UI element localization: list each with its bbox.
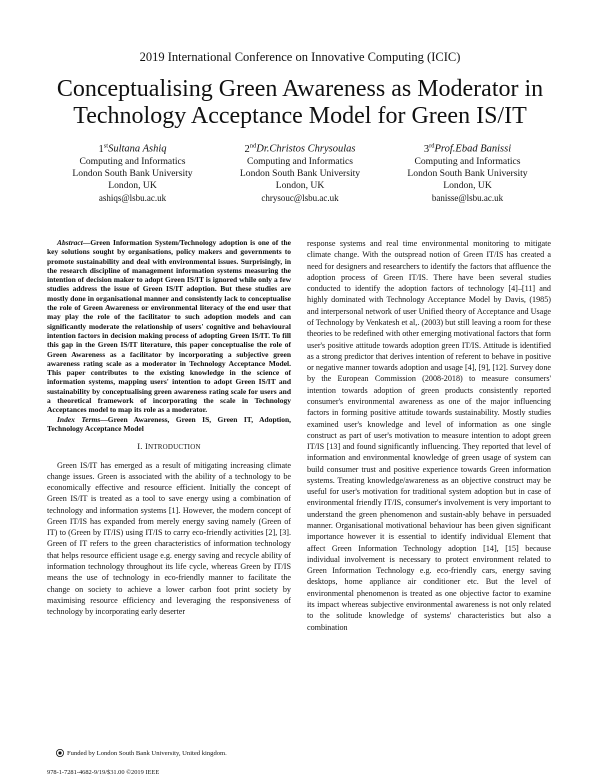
author-email: ashiqs@lsbu.ac.uk <box>98 193 167 204</box>
author-block <box>50 140 550 205</box>
author-city: London, UK <box>275 180 325 192</box>
author-name: 1stSultana Ashiq <box>98 142 167 155</box>
author-3 <box>385 140 550 205</box>
index-terms <box>47 415 291 434</box>
circle-icon <box>56 749 64 757</box>
author-city: London, UK <box>108 180 157 192</box>
author-univ: London South Bank University <box>239 167 361 179</box>
author-2 <box>218 140 383 205</box>
index-terms-label: Index Terms <box>57 414 101 424</box>
funding-footnote <box>56 749 227 757</box>
right-paragraph: response systems and real time environmental monitoring to mitigate climate change. With the outspread notion of Green IT/IS has created a need for designers and researchers to identify the factors that affluence the adoption process of Green IT/IS. There have been several studies conducted to identify the adoption factors of technology [4]–[11] and highly dominated with Technology Acceptance Model by Davis, (1985) and interpersonal network of user Unified theory of Acceptance and Usage of Technology by Venkatesh et al,. (2003) but still leaving a room for these theories to be redefined with other emerging motivational factors that form user's positive attitude towards adoption green IT/IS. Attitude is identified as a strong predictor that derives intention of referent to behave in positive or negative manner towards adoption and usage [4], [9], [12]. Survey done by the European Commission (2008-2018) to measure consumers' intention towards adoption of green products consistently reported consumer's environmental awareness as one of the major influencing factors in forming positive attitude towards sustainability. Mostly studies examined user's knowledge and level of information as one single construct as part of user's motivation to measure intention to adopt green IT/IS [13] and found significantly influencing. They reported that level of information and environmental knowledge of green usage of system can build consumer trust and positive experience towards Green information systems. Treating knowledge/awareness as an objective construct may be useful for user's motivation for traditional system adoption but in case of environmental friendly IT/IS, consumer's involvement is very important to understand the green phenomenon and sustain-ably behave in persuaded manner. Organisational motivational behaviour has been given significant importance however it is essential to identify individual Element that affect Green Information Technology adoption [14], [15] because individual involvement is necessary to protect environment related to Green Information Technology e.g. eco-friendly cars, energy saving desktops, home appliance air conditioner etc. But the level of environmental phenomenon is treated as one objective factor to examine its impact whereas subjective environmental awareness is not only related to the solitude knowledge of systems' characteristics but also a combination <box>307 239 551 632</box>
isbn-line: 978-1-7281-4682-9/19/$31.00 ©2019 IEEE <box>47 769 160 776</box>
author-dept: Computing and Informatics <box>79 155 186 167</box>
abstract-text: —Green Information System/Technology adoption is one of the key solutions sought by organisations, policy makers and governments to promote sustainability and deal with environmental issues. Surprisingly, in the research discipline of management information systems measuring the intention of decision maker to adopt Green IS/IT is ignored while only a few studies address the issue of Green IS/IT adoption. But these studies are mostly done in organisational manner and consistently lack to conceptualise the role of Green Awareness or environmental literacy of the end user that may play the role of the facilitator to such adoption models and can significantly moderate the relationship of users' cognitive and behavioural intention factors in decision making process of adopting Green IS/IT. To fill this gap in the Green IS/IT literature, this paper conceptualise the role of Green Awareness as a facilitator by incorporating a subjective green awareness rating scale as a moderator in Technology Acceptance Model. This paper contributes to the existing knowledge in the science of information systems, mapping users' intention to adopt Green IS/IT and sustainability by conceptualising green awareness rating scale for users and a theoretical framework of incorporating the scale in Technology Acceptances model to map its role as a moderator. <box>47 238 291 415</box>
author-1 <box>50 140 215 205</box>
abstract-label: Abstract <box>57 238 83 247</box>
author-name: 3rdProf.Ebad Banissi <box>423 142 512 155</box>
left-column <box>47 238 291 617</box>
paper-title: Conceptualising Green Awareness as Moderator in Technology Acceptance Model for Green IS/IT <box>56 76 544 129</box>
author-city: London, UK <box>443 180 492 192</box>
section-heading: I. INTRODUCTION <box>137 441 201 452</box>
author-email: chrysouc@lsbu.ac.uk <box>261 193 339 204</box>
author-univ: London South Bank University <box>407 167 528 179</box>
conference-header: 2019 International Conference on Innovative Computing (ICIC) <box>139 50 461 64</box>
author-name: 2ndDr.Christos Chrysoulas <box>244 142 356 155</box>
author-dept: Computing and Informatics <box>246 155 354 167</box>
author-dept: Computing and Informatics <box>414 155 521 167</box>
abstract <box>47 238 291 415</box>
author-univ: London South Bank University <box>72 167 193 179</box>
intro-paragraph: Green IS/IT has emerged as a result of mitigating increasing climate change issues. Green is associated with the ability of a technology to be economically effective and resource efficient. Initially the concept of Green IS/IT is treated as a tool to save energy using a combination of technology and information systems [1]. However, the modern concept of Green IT/IS has expanded from merely energy saving namely (Green of IT) to (Green by IT/IS) using IT/IS to carry eco-friendly activities [2], [3]. Green of IT refers to the green characteristics of information technology that helps resource efficient usage e.g. energy saving and recycle ability of information technology throughout its life cycle, whereas Green by IT/IS means the use of technology in eco-friendly manner to facilitate the change on society to achieve a lower carbon foot print society by maximising resource efficiency and leveraging the responsiveness of technology by incorporating early deserter <box>47 460 291 617</box>
funding-text: Funded by London South Bank University, United kingdom. <box>67 749 227 757</box>
right-column <box>307 238 551 633</box>
index-terms-text: —Green Awareness, Green IS, Green IT, Adoption, Technology Acceptance Model <box>47 414 292 433</box>
author-email: banisse@lsbu.ac.uk <box>431 193 504 204</box>
